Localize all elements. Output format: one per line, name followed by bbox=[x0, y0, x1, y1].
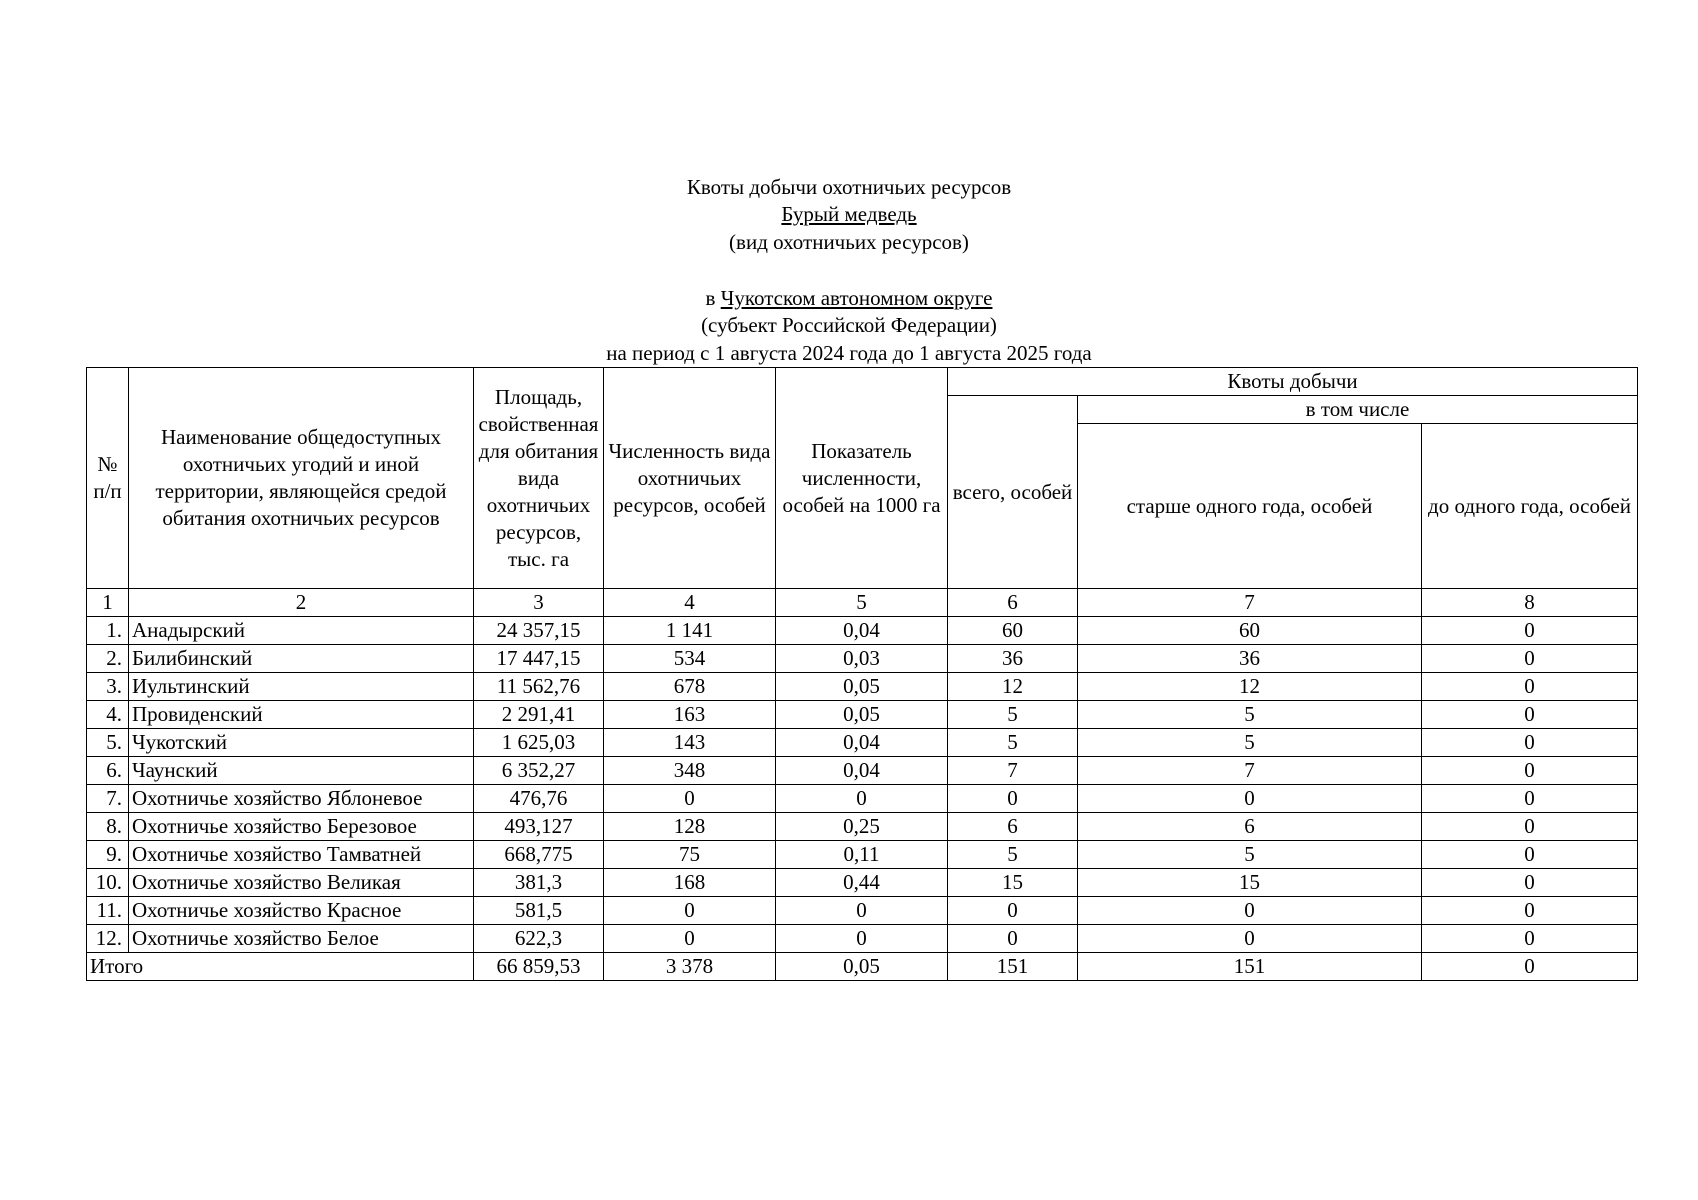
row-number: 1. bbox=[87, 617, 129, 645]
quota-total: 5 bbox=[948, 729, 1078, 757]
density: 0,05 bbox=[776, 701, 948, 729]
population: 143 bbox=[604, 729, 776, 757]
quota-total: 6 bbox=[948, 813, 1078, 841]
total-row bbox=[87, 953, 1638, 981]
density: 0,25 bbox=[776, 813, 948, 841]
quota-total: 0 bbox=[948, 925, 1078, 953]
quota-total: 0 bbox=[948, 785, 1078, 813]
population: 0 bbox=[604, 897, 776, 925]
quota-total: 0 bbox=[948, 897, 1078, 925]
quota-younger: 0 bbox=[1422, 869, 1638, 897]
row-number: 7. bbox=[87, 785, 129, 813]
density: 0 bbox=[776, 785, 948, 813]
column-number: 4 bbox=[604, 589, 776, 617]
area-size: 622,3 bbox=[474, 925, 604, 953]
table-row bbox=[87, 841, 1638, 869]
table-row bbox=[87, 813, 1638, 841]
quota-younger: 0 bbox=[1422, 729, 1638, 757]
column-number: 7 bbox=[1078, 589, 1422, 617]
table-row bbox=[87, 785, 1638, 813]
table-row bbox=[87, 673, 1638, 701]
row-number: 9. bbox=[87, 841, 129, 869]
quota-total: 5 bbox=[948, 841, 1078, 869]
quota-older: 0 bbox=[1078, 785, 1422, 813]
area-size: 668,775 bbox=[474, 841, 604, 869]
species-name: Бурый медведь bbox=[781, 202, 917, 226]
area-name: Анадырский bbox=[129, 617, 474, 645]
quota-total: 15 bbox=[948, 869, 1078, 897]
quota-total: 12 bbox=[948, 673, 1078, 701]
total-area: 66 859,53 bbox=[474, 953, 604, 981]
population: 1 141 bbox=[604, 617, 776, 645]
quota-younger: 0 bbox=[1422, 757, 1638, 785]
table-row bbox=[87, 897, 1638, 925]
total-older: 151 bbox=[1078, 953, 1422, 981]
quota-table bbox=[86, 367, 1638, 981]
quota-older: 5 bbox=[1078, 841, 1422, 869]
quota-older: 5 bbox=[1078, 729, 1422, 757]
quota-older: 60 bbox=[1078, 617, 1422, 645]
density: 0,04 bbox=[776, 757, 948, 785]
total-population: 3 378 bbox=[604, 953, 776, 981]
row-number: 10. bbox=[87, 869, 129, 897]
period-line: на период с 1 августа 2024 года до 1 августа 2025 года bbox=[606, 341, 1092, 365]
area-size: 476,76 bbox=[474, 785, 604, 813]
area-size: 17 447,15 bbox=[474, 645, 604, 673]
area-name: Билибинский bbox=[129, 645, 474, 673]
population: 163 bbox=[604, 701, 776, 729]
total-quota: 151 bbox=[948, 953, 1078, 981]
quota-younger: 0 bbox=[1422, 785, 1638, 813]
table-body bbox=[87, 368, 1638, 981]
quota-total: 60 bbox=[948, 617, 1078, 645]
row-number: 4. bbox=[87, 701, 129, 729]
column-number: 6 bbox=[948, 589, 1078, 617]
species-line bbox=[0, 200, 1698, 228]
header-num: № п/п bbox=[87, 368, 129, 589]
table-row bbox=[87, 925, 1638, 953]
area-size: 2 291,41 bbox=[474, 701, 604, 729]
area-name: Охотничье хозяйство Березовое bbox=[129, 813, 474, 841]
quota-older: 7 bbox=[1078, 757, 1422, 785]
area-name: Чукотский bbox=[129, 729, 474, 757]
area-name: Иультинский bbox=[129, 673, 474, 701]
area-name: Охотничье хозяйство Великая bbox=[129, 869, 474, 897]
header-population: Численность вида охотничьих ресурсов, особей bbox=[604, 368, 776, 589]
quota-older: 6 bbox=[1078, 813, 1422, 841]
quota-younger: 0 bbox=[1422, 841, 1638, 869]
header-including: в том числе bbox=[1078, 396, 1638, 424]
species-note: (вид охотничьих ресурсов) bbox=[729, 230, 969, 254]
area-name: Провиденский bbox=[129, 701, 474, 729]
table-row bbox=[87, 645, 1638, 673]
quota-older: 15 bbox=[1078, 869, 1422, 897]
region-line bbox=[0, 284, 1698, 312]
column-number: 5 bbox=[776, 589, 948, 617]
row-number: 6. bbox=[87, 757, 129, 785]
header-total: всего, особей bbox=[948, 396, 1078, 589]
density: 0,44 bbox=[776, 869, 948, 897]
density: 0,04 bbox=[776, 617, 948, 645]
header-older: старше одного года, особей bbox=[1078, 424, 1422, 589]
column-number: 1 bbox=[87, 589, 129, 617]
total-younger: 0 bbox=[1422, 953, 1638, 981]
quota-younger: 0 bbox=[1422, 701, 1638, 729]
row-number: 11. bbox=[87, 897, 129, 925]
header-name: Наименование общедоступных охотничьих угодий и иной территории, являющейся средой обитания охотничьих ресурсов bbox=[129, 368, 474, 589]
row-number: 3. bbox=[87, 673, 129, 701]
density: 0,04 bbox=[776, 729, 948, 757]
area-name: Охотничье хозяйство Тамватней bbox=[129, 841, 474, 869]
quota-younger: 0 bbox=[1422, 645, 1638, 673]
quota-total: 7 bbox=[948, 757, 1078, 785]
header-row-1 bbox=[87, 368, 1638, 396]
population: 0 bbox=[604, 785, 776, 813]
quota-older: 5 bbox=[1078, 701, 1422, 729]
area-size: 1 625,03 bbox=[474, 729, 604, 757]
column-number: 8 bbox=[1422, 589, 1638, 617]
quota-younger: 0 bbox=[1422, 673, 1638, 701]
total-density: 0,05 bbox=[776, 953, 948, 981]
population: 128 bbox=[604, 813, 776, 841]
header-density: Показатель численности, особей на 1000 га bbox=[776, 368, 948, 589]
column-number: 2 bbox=[129, 589, 474, 617]
table-row bbox=[87, 729, 1638, 757]
quota-older: 0 bbox=[1078, 897, 1422, 925]
quota-younger: 0 bbox=[1422, 813, 1638, 841]
header-younger: до одного года, особей bbox=[1422, 424, 1638, 589]
column-number: 3 bbox=[474, 589, 604, 617]
table-row bbox=[87, 701, 1638, 729]
quota-older: 0 bbox=[1078, 925, 1422, 953]
row-number: 8. bbox=[87, 813, 129, 841]
region-name: Чукотском автономном округе bbox=[720, 286, 993, 310]
row-number: 5. bbox=[87, 729, 129, 757]
area-name: Чаунский bbox=[129, 757, 474, 785]
density: 0 bbox=[776, 925, 948, 953]
quota-younger: 0 bbox=[1422, 617, 1638, 645]
area-size: 6 352,27 bbox=[474, 757, 604, 785]
column-numbers-row bbox=[87, 589, 1638, 617]
total-label: Итого bbox=[87, 953, 474, 981]
quota-older: 12 bbox=[1078, 673, 1422, 701]
area-size: 493,127 bbox=[474, 813, 604, 841]
area-size: 581,5 bbox=[474, 897, 604, 925]
area-size: 24 357,15 bbox=[474, 617, 604, 645]
population: 348 bbox=[604, 757, 776, 785]
population: 678 bbox=[604, 673, 776, 701]
population: 0 bbox=[604, 925, 776, 953]
header-quotas: Квоты добычи bbox=[948, 368, 1638, 396]
area-size: 11 562,76 bbox=[474, 673, 604, 701]
quota-older: 36 bbox=[1078, 645, 1422, 673]
density: 0 bbox=[776, 897, 948, 925]
population: 534 bbox=[604, 645, 776, 673]
area-name: Охотничье хозяйство Белое bbox=[129, 925, 474, 953]
region-prefix: в bbox=[705, 286, 716, 310]
area-size: 381,3 bbox=[474, 869, 604, 897]
table-row bbox=[87, 869, 1638, 897]
density: 0,11 bbox=[776, 841, 948, 869]
area-name: Охотничье хозяйство Красное bbox=[129, 897, 474, 925]
area-name: Охотничье хозяйство Яблоневое bbox=[129, 785, 474, 813]
quota-younger: 0 bbox=[1422, 897, 1638, 925]
header-area: Площадь, свойственная для обитания вида охотничьих ресурсов, тыс. га bbox=[474, 368, 604, 589]
density: 0,03 bbox=[776, 645, 948, 673]
table-row bbox=[87, 757, 1638, 785]
quota-total: 36 bbox=[948, 645, 1078, 673]
density: 0,05 bbox=[776, 673, 948, 701]
population: 75 bbox=[604, 841, 776, 869]
table-row bbox=[87, 617, 1638, 645]
quota-younger: 0 bbox=[1422, 925, 1638, 953]
row-number: 2. bbox=[87, 645, 129, 673]
population: 168 bbox=[604, 869, 776, 897]
quota-total: 5 bbox=[948, 701, 1078, 729]
row-number: 12. bbox=[87, 925, 129, 953]
region-note: (субъект Российской Федерации) bbox=[701, 313, 997, 337]
document-title: Квоты добычи охотничьих ресурсов bbox=[686, 175, 1012, 199]
